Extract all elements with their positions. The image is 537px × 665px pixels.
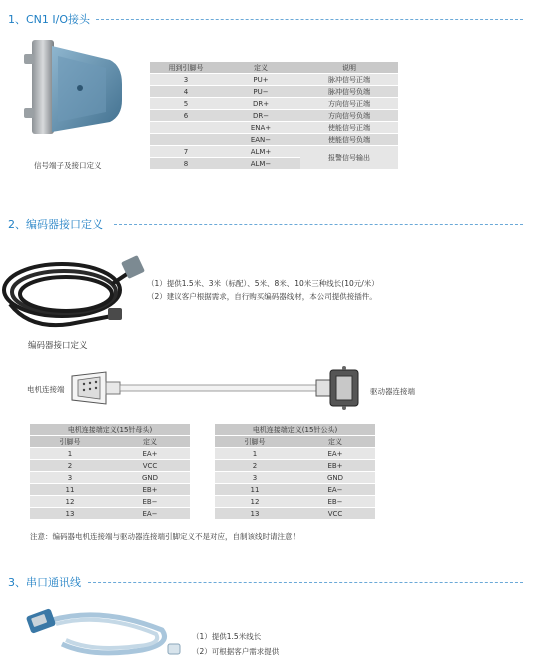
header-pin: 引脚号 [215,436,295,448]
description-cell: 方向信号负端 [300,110,398,122]
table-row [215,448,375,460]
description-cell: 使能信号负端 [300,134,398,146]
section-divider [114,224,523,225]
pin-cell: 12 [215,496,295,508]
section-title-encoder: 2、编码器接口定义 [8,218,103,231]
motor-side-pin-table [30,424,190,520]
table-row [150,86,398,98]
table-row [150,146,398,158]
encoder-cable-image [0,244,150,334]
definition-cell: ALM+ [222,146,300,158]
section-divider [96,19,523,20]
pin-cell: 13 [30,508,110,520]
table-row [215,496,375,508]
definition-cell: EB− [110,496,190,508]
definition-cell: ENA+ [222,122,300,134]
table-row [30,496,190,508]
table-row [150,110,398,122]
pin-cell: 7 [150,146,222,158]
description-cell: 方向信号正端 [300,98,398,110]
definition-cell: EA+ [295,448,375,460]
driver-side-label: 驱动器连接端 [370,387,415,396]
driver-table-title: 电机连接端定义(15针公头) [215,424,375,436]
definition-cell: PU+ [222,74,300,86]
table-row [150,122,398,134]
table-row [150,98,398,110]
table-header-row [150,62,398,74]
header-definition: 定义 [222,62,300,74]
definition-cell: EB+ [110,484,190,496]
pin-cell: 1 [215,448,295,460]
header-description: 说明 [300,62,398,74]
pin-cell: 4 [150,86,222,98]
pin-cell: 3 [30,472,110,484]
table-row [150,134,398,146]
motor-side-label: 电机连接端 [27,385,65,394]
header-definition: 定义 [295,436,375,448]
pin-cell: 3 [215,472,295,484]
section-divider [88,582,523,583]
table-row [30,484,190,496]
pin-cell [150,134,222,146]
description-cell: 使能信号正端 [300,122,398,134]
pin-cell: 5 [150,98,222,110]
encoder-note-1: （1）提供1.5米、3米（标配）、5米、8米、10米三种线长(10元/米） [147,279,379,288]
serial-cable-image [22,600,182,662]
table-row [215,484,375,496]
serial-note-2: （2）可根据客户需求提供 [192,647,280,656]
definition-cell: EA− [110,508,190,520]
table-row [30,460,190,472]
table-row [150,74,398,86]
pin-cell: 12 [30,496,110,508]
definition-cell: DR− [222,110,300,122]
db25-connector-image [18,36,130,148]
wiring-warning: 注意：编码器电机连接端与驱动器连接端引脚定义不是对应，自制该线时请注意！ [30,532,300,541]
pin-cell: 3 [150,74,222,86]
table-row [215,508,375,520]
description-cell: 脉冲信号负端 [300,86,398,98]
table-row [30,448,190,460]
pin-cell: 2 [30,460,110,472]
encoder-note-2: （2）建议客户根据需求，自行购买编码器线材，本公司提供接插件。 [147,292,377,301]
definition-cell: GND [295,472,375,484]
pin-cell: 2 [215,460,295,472]
definition-cell: DR+ [222,98,300,110]
section-title-serial: 3、串口通讯线 [8,576,81,589]
definition-cell: EA− [295,484,375,496]
header-definition: 定义 [110,436,190,448]
definition-cell: EB− [295,496,375,508]
header-pin: 用到引脚号 [150,62,222,74]
pin-cell: 1 [30,448,110,460]
table-row [215,472,375,484]
definition-cell: EB+ [295,460,375,472]
definition-cell: GND [110,472,190,484]
table-row [215,460,375,472]
serial-note-1: （1）提供1.5米线长 [192,632,262,641]
table-row [30,472,190,484]
definition-cell: EA+ [110,448,190,460]
cn1-pin-table [150,62,398,170]
definition-cell: EAN− [222,134,300,146]
encoder-cable-diagram [66,364,372,412]
pin-cell: 8 [150,158,222,170]
pin-cell: 6 [150,110,222,122]
pin-cell: 11 [215,484,295,496]
header-pin: 引脚号 [30,436,110,448]
table-row [30,508,190,520]
encoder-subtitle: 编码器接口定义 [28,341,88,351]
pin-cell: 11 [30,484,110,496]
pin-cell: 13 [215,508,295,520]
description-cell: 脉冲信号正端 [300,74,398,86]
section-title-cn1: 1、CN1 I/O接头 [8,13,91,26]
driver-side-pin-table [215,424,375,520]
motor-table-title: 电机连接端定义(15针母头) [30,424,190,436]
definition-cell: VCC [295,508,375,520]
connector-caption: 信号端子及接口定义 [34,161,102,170]
pin-cell [150,122,222,134]
description-cell-alarm: 报警信号输出 [300,146,398,170]
definition-cell: ALM− [222,158,300,170]
definition-cell: PU− [222,86,300,98]
definition-cell: VCC [110,460,190,472]
